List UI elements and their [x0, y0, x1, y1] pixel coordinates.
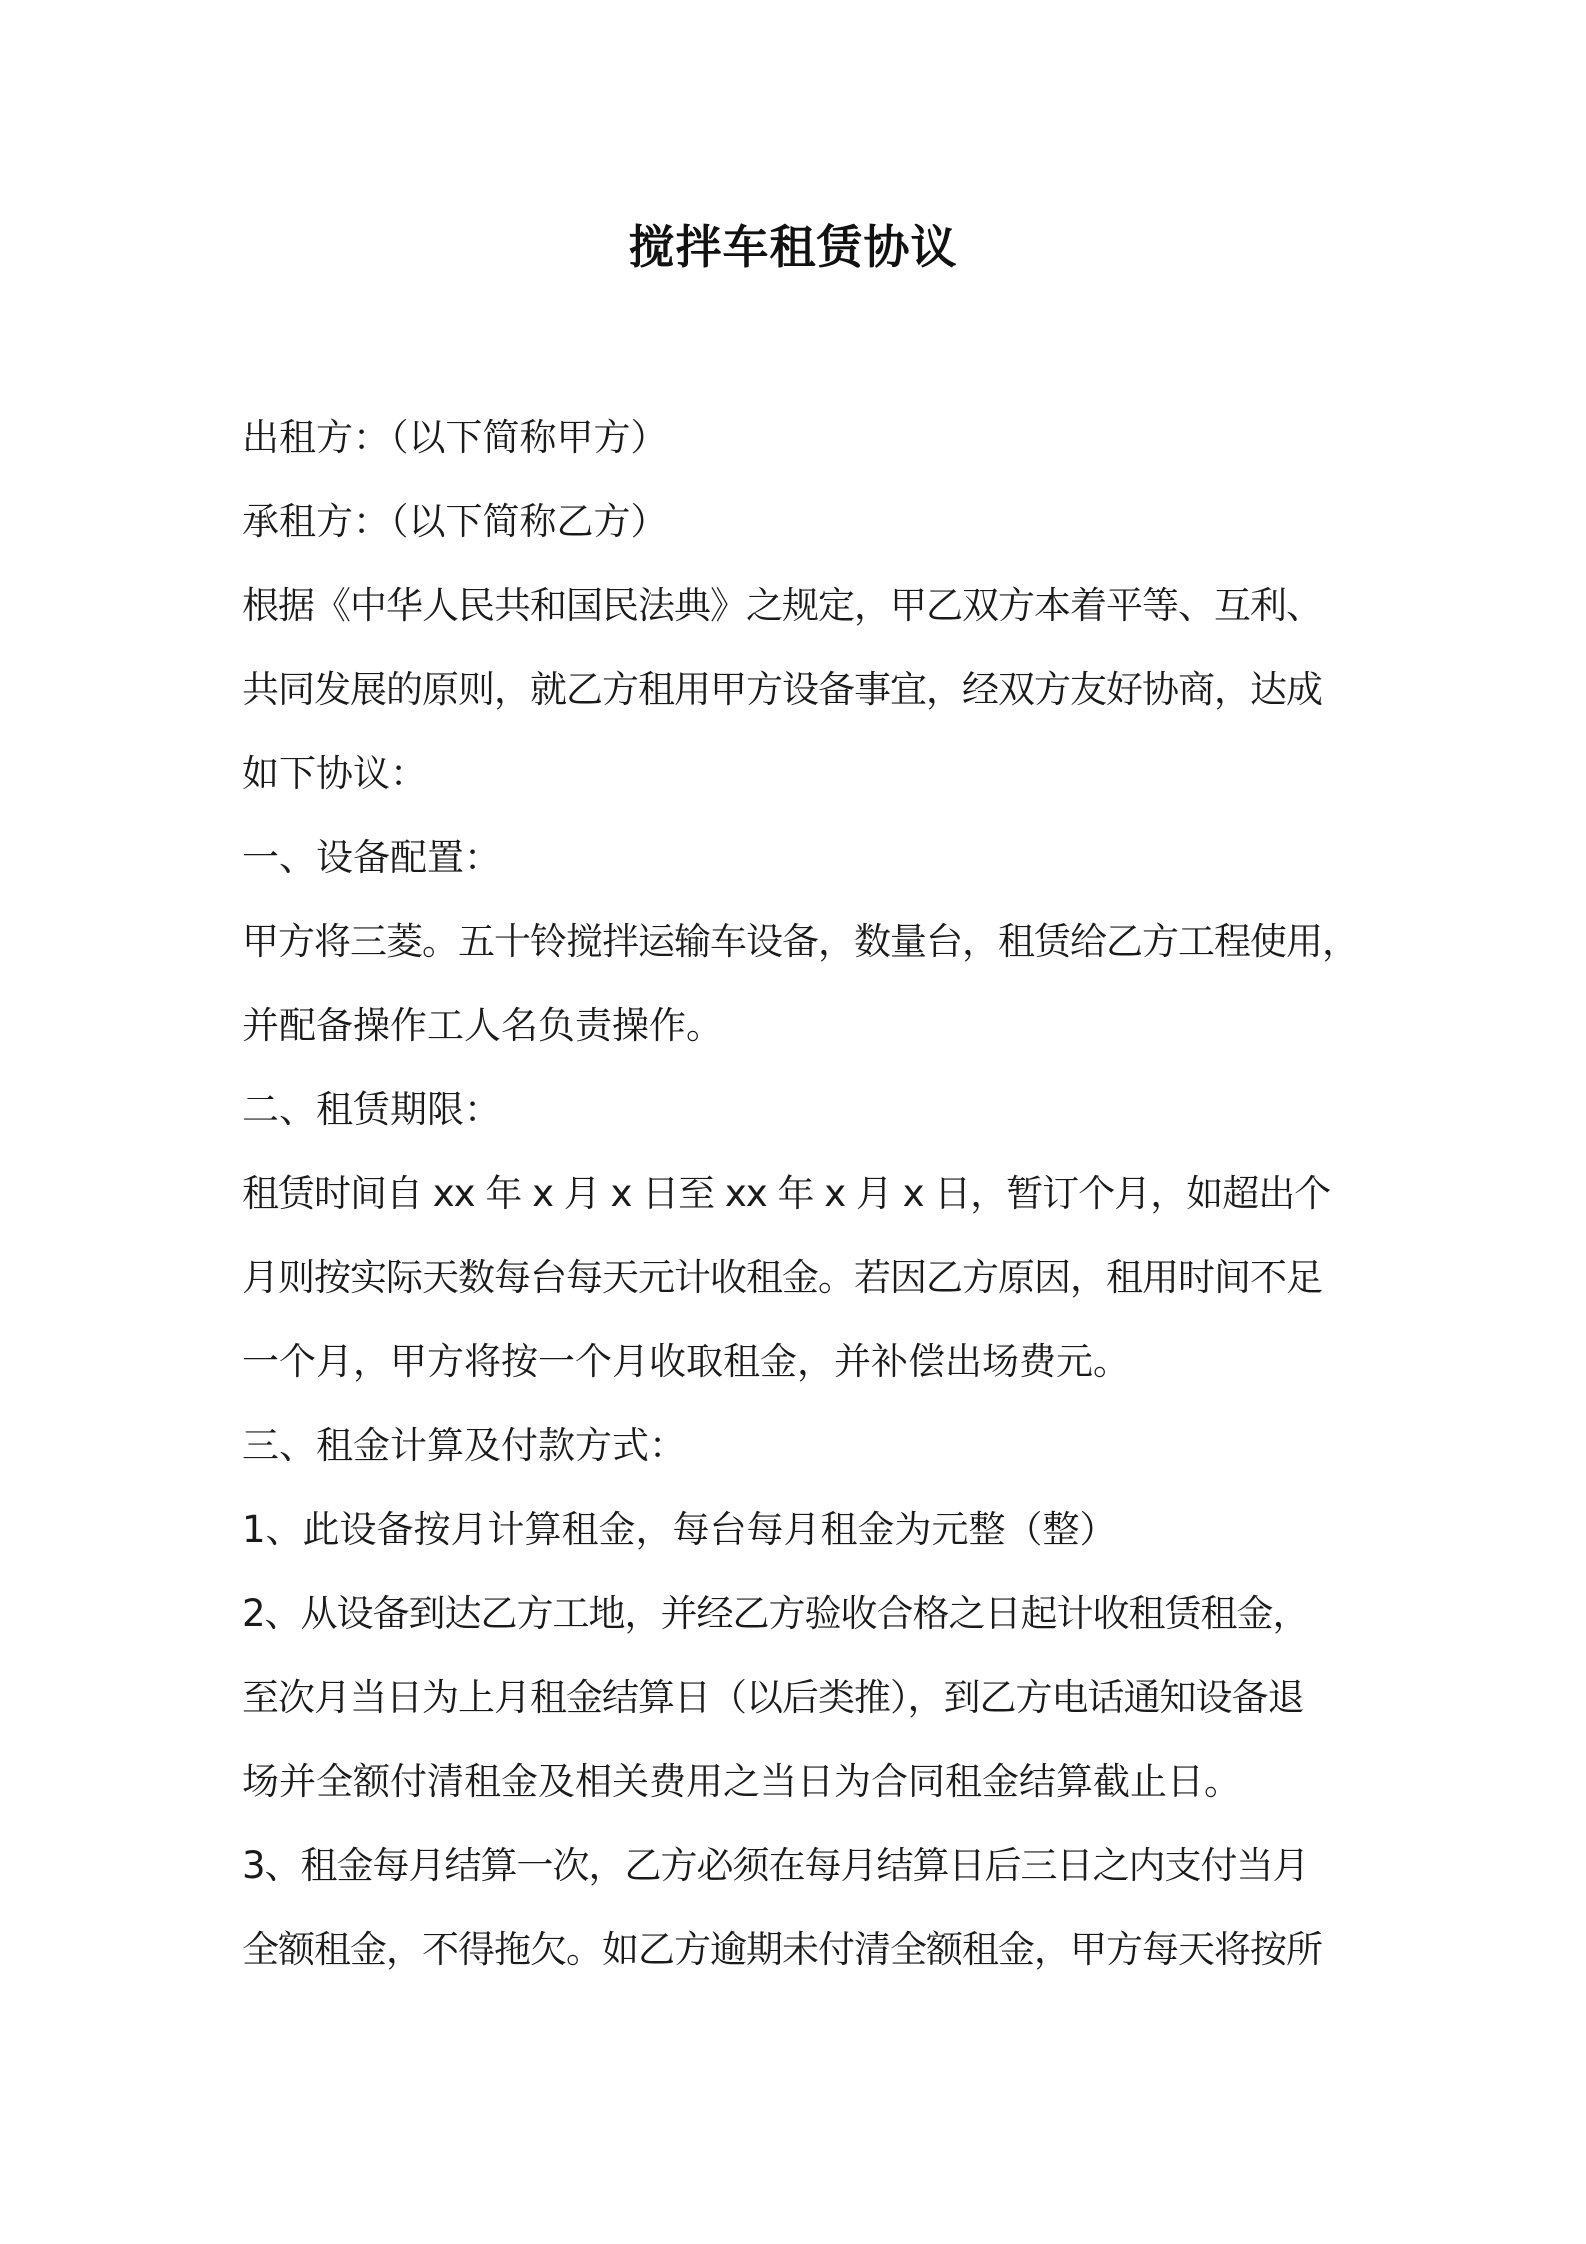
section-1-line-2: 并配备操作工人名负责操作。	[242, 1004, 723, 1047]
document-title: 搅拌车租赁协议	[628, 220, 958, 274]
clause-2-line-2: 至次月当日为上月租金结算日（以后类推），到乙方电话通知设备退	[242, 1676, 1304, 1719]
section-3-heading: 三、租金计算及付款方式：	[242, 1424, 686, 1467]
preamble-line-1: 根据《中华人民共和国民法典》之规定，甲乙双方本着平等、互利、	[242, 584, 1322, 627]
clause-2-line-3: 场并全额付清租金及相关费用之当日为合同租金结算截止日。	[242, 1760, 1241, 1803]
clause-3-line-2: 全额租金，不得拖欠。如乙方逾期未付清全额租金，甲方每天将按所	[242, 1928, 1322, 1971]
section-1-line-1: 甲方将三菱。五十铃搅拌运输车设备，数量台，租赁给乙方工程使用，	[242, 920, 1358, 963]
preamble-line-2: 共同发展的原则，就乙方租用甲方设备事宜，经双方友好协商，达成	[242, 668, 1322, 711]
section-2-line-3: 一个月，甲方将按一个月收取租金，并补偿出场费元。	[242, 1340, 1130, 1383]
section-2-line-1: 租赁时间自 xx 年 x 月 x 日至 xx 年 x 月 x 日，暂订个月，如超出个	[242, 1172, 1331, 1215]
clause-3-line-1: 3、租金每月结算一次，乙方必须在每月结算日后三日之内支付当月	[242, 1844, 1309, 1887]
preamble-line-3: 如下协议：	[242, 752, 427, 795]
lessee-line: 承租方：（以下简称乙方）	[242, 500, 668, 543]
clause-1-line-1: 1、此设备按月计算租金，每台每月租金为元整（整）	[242, 1508, 1117, 1551]
lessor-line: 出租方：（以下简称甲方）	[242, 416, 668, 459]
section-2-heading: 二、租赁期限：	[242, 1088, 501, 1131]
section-2-line-2: 月则按实际天数每台每天元计收租金。若因乙方原因，租用时间不足	[242, 1256, 1322, 1299]
clause-2-line-1: 2、从设备到达乙方工地，并经乙方验收合格之日起计收租赁租金，	[242, 1592, 1309, 1635]
section-1-heading: 一、设备配置：	[242, 836, 501, 879]
